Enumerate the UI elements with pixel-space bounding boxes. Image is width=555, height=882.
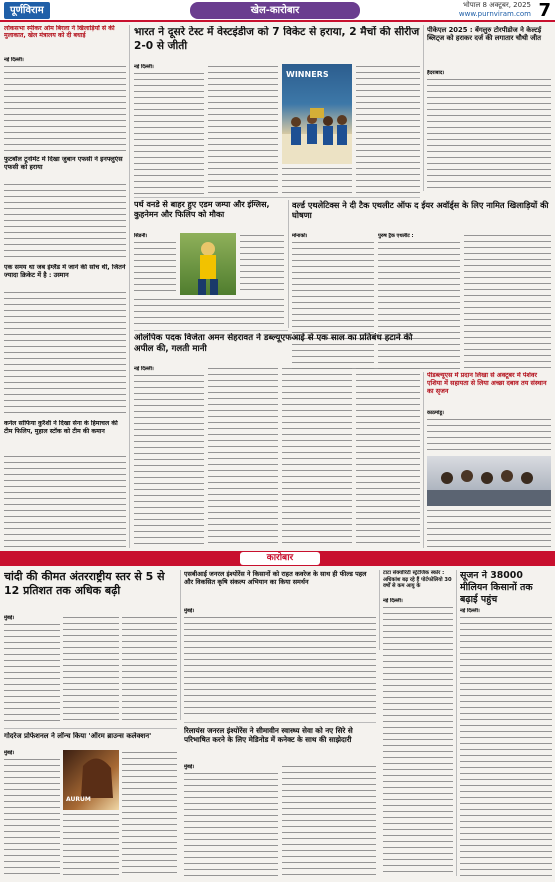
silver-byline: मुंबई।	[4, 615, 15, 621]
row-divider	[134, 197, 420, 198]
olympic-body-col3	[282, 366, 352, 546]
cricket-body-col3	[240, 233, 284, 295]
athletics-headline[interactable]: वर्ल्ड एथलेटिक्स ने दी टैक एथलीट ऑफ द ईयर अवॉर्ड्स के लिए नामित खिलाड़ियों की घोषणा	[292, 200, 549, 220]
right-top-headline[interactable]: पीकेएल 2025 : बेंगलुरु टोरपीडोज ने केल्टई ब्लिट्ज को हराकर दर्ज की लगातार चौथी जीत	[427, 26, 542, 43]
masthead-logo[interactable]: पूर्णविराम	[4, 2, 50, 19]
tata-headline[interactable]: टाटा सेक्योरिटी स्ट्रेटेजिक स्कोर : अधिकांश बढ़ रहे हैं पोर्टफोलियो 30 वर्षों से कम आयु के	[383, 570, 452, 590]
olympic-byline: नई दिल्ली।	[134, 366, 154, 372]
cotton-byline: नई दिल्ली।	[460, 608, 480, 614]
left-top-body	[4, 57, 126, 153]
cricket-body-lower	[134, 297, 284, 327]
olympic-body-col1	[134, 366, 204, 546]
lead-headline[interactable]: भारत ने दूसरे टेस्ट में वेस्टइंडीज को 7 विकेट से हराया, 2 मैचों की सीरीज 2-0 से जीती	[134, 26, 420, 52]
row-divider	[4, 728, 177, 729]
page-number: 7	[538, 0, 551, 21]
olympic-body-col2	[208, 366, 278, 546]
row-divider	[184, 722, 376, 723]
column-divider	[180, 570, 181, 720]
nepal-body-bottom	[427, 508, 551, 548]
left-mid2-headline[interactable]: एक समय था जब इंग्लैंड में जाने की सोच थी, जितने ज्यादा क्रिकेट में है : उस्मान	[4, 264, 126, 279]
sbi-body	[184, 608, 376, 718]
ad-label: AURUM	[66, 796, 91, 803]
lead-body-col2	[208, 64, 278, 194]
left-top-headline[interactable]: लोकसभा स्पीकर ओम बिरला ने खिलाड़ियों से की मुलाकात, खेल मंत्रालय को दी बधाई	[4, 25, 115, 40]
reliance-headline[interactable]: रिलायंस जनरल इंश्योरेंस ने सीमावीन स्वास्थ्य सेवा को नए सिरे से परिभाषित करने के लिए मेडिनोड में कनेक्ट के साथ की साझेदारी	[184, 726, 353, 744]
godrej-body-col1	[4, 750, 60, 876]
team-photo-graphic	[282, 64, 352, 164]
silver-body-col1	[4, 615, 60, 725]
nepal-body-top	[427, 410, 551, 454]
godrej-body-col3	[122, 750, 177, 876]
business-section-band	[0, 551, 555, 566]
left-mid2-body	[4, 290, 126, 418]
reliance-byline: मुंबई।	[184, 764, 195, 770]
column-divider	[288, 200, 289, 328]
lead-body-col4	[356, 64, 420, 194]
olympic-headline[interactable]: ओलंपिक पदक विजेता अमन सेहरावत ने डब्ल्यूएफआई से एक साल का प्रतिबंध हटाने की अपील की, गलती मानी	[134, 333, 413, 354]
nepal-byline: काठमांडू।	[427, 410, 444, 416]
godrej-headline[interactable]: गोदरेज प्रोफेशनल ने लॉन्च किया 'ऑरम ब्राउन्स कलेक्शन'	[4, 732, 152, 740]
column-divider	[423, 372, 424, 548]
right-top-body	[427, 70, 551, 190]
section-title: खेल-कारोबार	[190, 2, 360, 19]
godrej-ad-image	[63, 750, 119, 810]
tata-byline: नई दिल्ली।	[383, 598, 403, 604]
tata-body	[383, 598, 453, 876]
godrej-byline: मुंबई।	[4, 750, 15, 756]
left-low-body	[4, 454, 126, 548]
left-mid-headline[interactable]: फुटबॉल टूर्नामेंट में दिखा जुबान एफसी ने इनफ्लुएंस एफसी को हराया	[4, 156, 123, 171]
cotton-body	[460, 608, 552, 876]
reliance-body-col2	[282, 764, 376, 876]
lead-photo-text	[282, 166, 352, 194]
cricket-photo	[180, 233, 236, 295]
cricket-headline[interactable]: पर्थ वनडे से बाहर हुए एडम जम्पा और इंग्लिस, कुहनेमन और फिलिप को मौका	[134, 200, 270, 219]
sbi-headline[interactable]: एसबीआई जनरल इंश्योरेंस ने किसानों को राहत कवरेज के साथ ही फील्ड पहल और विकसित कृषि संकल्प अभियान का किया समर्थन	[184, 570, 367, 586]
left-top-byline: नई दिल्ली।	[4, 57, 24, 63]
cricket-byline: सिडनी।	[134, 233, 148, 239]
right-top-byline: हैदराबाद।	[427, 70, 445, 76]
godrej-body-col2	[63, 812, 119, 876]
lead-photo	[282, 64, 352, 164]
photo-caption: WINNERS	[286, 70, 329, 79]
olympic-body-col4	[356, 366, 420, 546]
silver-body-col3	[122, 615, 177, 725]
left-low-headline[interactable]: कर्नल सोफिया कुरैशी ने दिखा सेना के हिमाचल की टीम फिलिप, मुहाल स्टॉक को टीम की कमान	[4, 420, 118, 435]
player-graphic	[180, 233, 236, 295]
site-url[interactable]: www.purnviram.com	[458, 10, 531, 18]
lead-byline: नई दिल्ली।	[134, 64, 154, 70]
lead-body-col1	[134, 64, 204, 194]
page-header	[0, 0, 555, 22]
left-mid-body	[4, 182, 126, 262]
column-divider	[129, 25, 130, 548]
athletics-list-heading: पुरुष ट्रैक एथलीट :	[378, 233, 414, 239]
date-block	[459, 1, 531, 19]
sbi-byline: मुंबई।	[184, 608, 195, 614]
cricket-body-col1	[134, 233, 176, 295]
business-section-label: कारोबार	[240, 552, 320, 565]
reliance-body-col1	[184, 764, 278, 876]
row-divider	[134, 330, 288, 331]
athletics-byline: मोनाको।	[292, 233, 308, 239]
column-divider	[423, 25, 424, 191]
nepal-photo	[427, 456, 551, 506]
silver-headline[interactable]: चांदी की कीमत अंतरराष्ट्रीय स्तर से 5 से 12 प्रतिशत तक अधिक बढ़ी	[4, 570, 165, 597]
silver-body-col2	[63, 615, 119, 725]
column-divider	[456, 570, 457, 876]
column-divider	[379, 570, 380, 650]
cotton-headline[interactable]: सूजन ने 38000 मीलियन किसानों तक बढ़ाई पहुंच	[460, 570, 533, 605]
group-photo-graphic	[427, 456, 551, 506]
date-text: भोपाल 8 अक्टूबर, 2025	[463, 1, 531, 9]
athletics-body-col3	[464, 233, 551, 369]
nepal-headline[interactable]: पीडब्ल्यूएस में प्रदान लिखा से अक्टूबर में पेशेवर एशिया में सहायता से लिया अच्छा दबाव तय संस्थान का सृजन	[427, 372, 547, 395]
